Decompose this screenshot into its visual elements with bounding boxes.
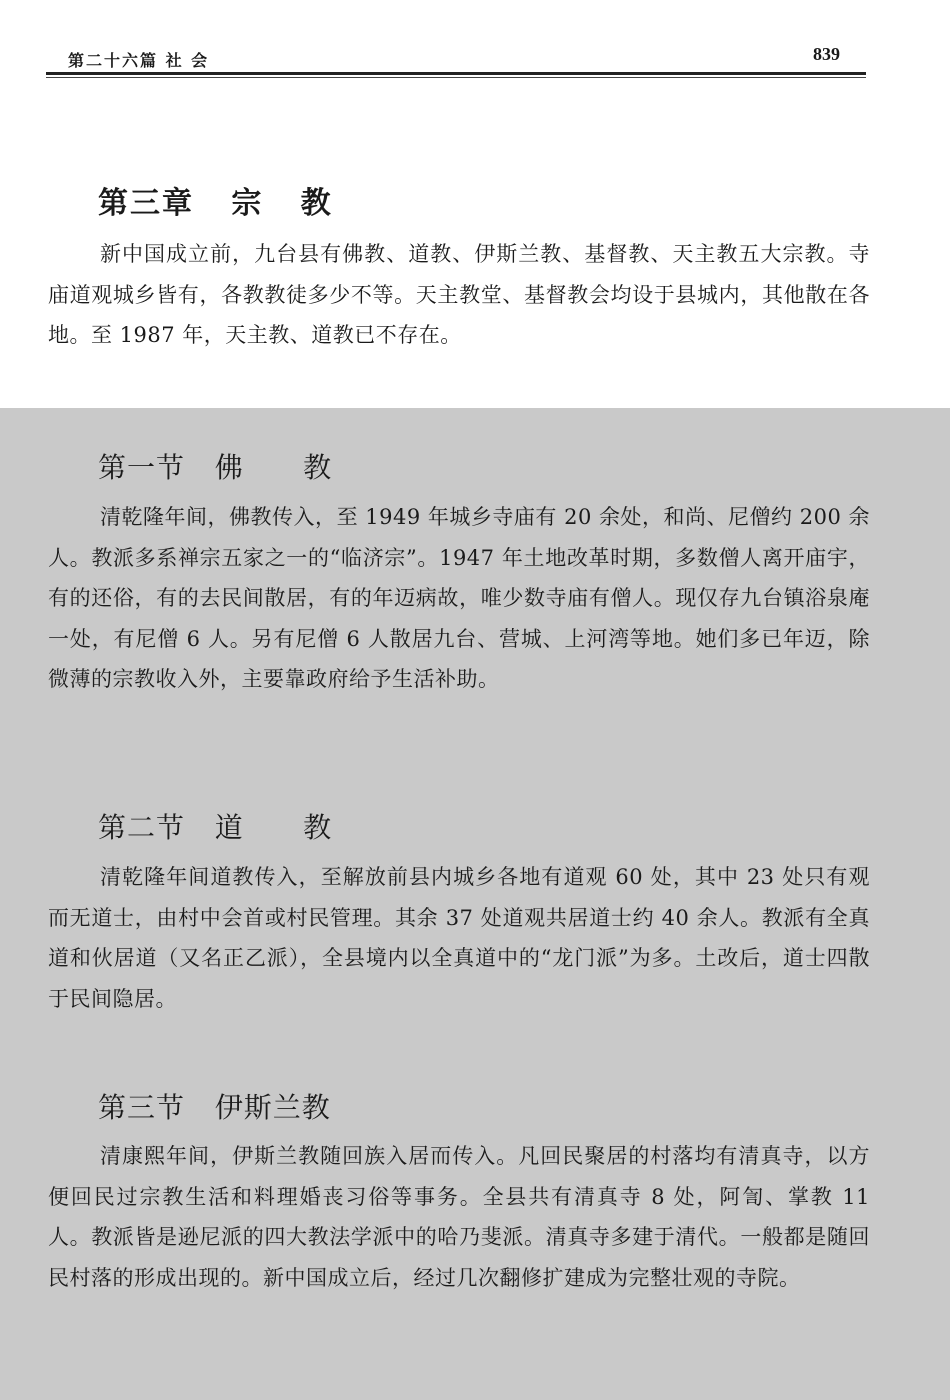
header-rule-thin [46, 77, 866, 78]
section-body-buddhism: 清乾隆年间，佛教传入，至 1949 年城乡寺庙有 20 余处，和尚、尼僧约 200 余人。教派多系禅宗五家之一的“临济宗”。1947 年土地改革时期，多数僧人离开庙宇，有的还俗，有的去民间散居，有的年迈病故，唯少数寺庙有僧人。现仅存九台镇浴泉庵一处，有尼僧 6 人。另有尼僧 6 人散居九台、营城、上河湾等地。她们多已年迈，除微薄的宗教收入外，主要靠政府给予生活补助。 [48, 505, 870, 691]
running-header-title: 第二十六篇 社 会 [68, 51, 210, 70]
section-title-buddhism: 第一节 佛 教 [98, 451, 333, 484]
running-header [48, 42, 866, 74]
header-rule [46, 72, 866, 75]
section-title-taoism: 第二节 道 教 [98, 811, 333, 844]
section-body-taoism: 清乾隆年间道教传入，至解放前县内城乡各地有道观 60 处，其中 23 处只有观而无道士，由村中会首或村民管理。其余 37 处道观共居道士约 40 余人。教派有全真道和伙居道（又名正乙派），全县境内以全真道中的“龙门派”为多。土改后，道士四散于民间隐居。 [48, 865, 870, 1011]
section-body-islam: 清康熙年间，伊斯兰教随回族入居而传入。凡回民聚居的村落均有清真寺，以方便回民过宗教生活和料理婚丧习俗等事务。全县共有清真寺 8 处，阿訇、掌教 11 人。教派皆是逊尼派的四大教法学派中的哈乃斐派。清真寺多建于清代。一般都是随回民村落的形成出现的。新中国成立后，经过几次翻修扩建成为完整壮观的寺院。 [48, 1144, 870, 1290]
page-number: 839 [813, 44, 840, 64]
section-title-islam: 第三节 伊斯兰教 [98, 1091, 331, 1124]
chapter-intro-paragraph: 新中国成立前，九台县有佛教、道教、伊斯兰教、基督教、天主教五大宗教。寺庙道观城乡皆有，各教教徒多少不等。天主教堂、基督教会均设于县城内，其他散在各地。至 1987 年，天主教、道教已不存在。 [48, 242, 870, 347]
chapter-title: 第三章 宗 教 [98, 186, 333, 221]
